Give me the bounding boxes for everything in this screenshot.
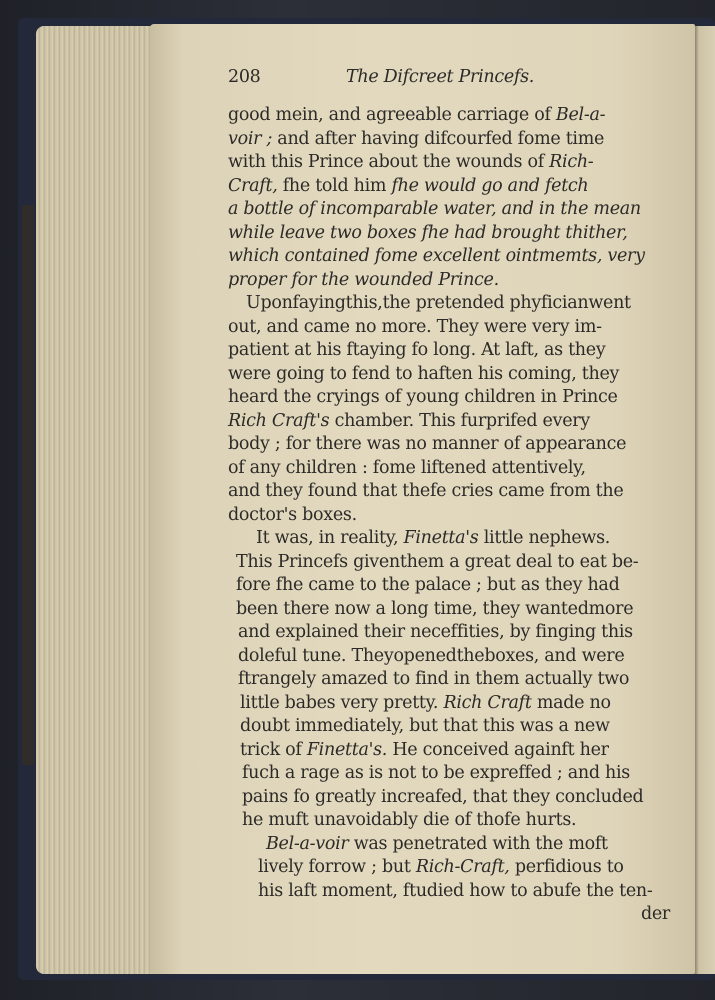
text-line: Craft, fhe told him fhe would go and fetch — [228, 175, 589, 196]
text-line: doleful tune. Theyopenedtheboxes, and were — [238, 645, 625, 666]
text-line: This Princefs giventhem a great deal to eat be- — [236, 551, 639, 572]
text-line: fore fhe came to the palace ; but as they had — [236, 575, 620, 595]
text-line: with this Prince about the wounds of Rich- — [228, 152, 594, 172]
text-line: and explained their neceffities, by finging this — [238, 622, 633, 642]
text-line: and they found that thefe cries came from the — [228, 481, 624, 501]
text-line: body ; for there was no manner of appearance — [228, 434, 627, 454]
text-line: doubt immediately, but that this was a new — [240, 716, 610, 736]
text-line: were going to fend to haften his coming, they — [228, 363, 620, 384]
text-line: Rich Craft's chamber. This furprifed every — [228, 410, 590, 431]
cover-edge — [22, 205, 34, 765]
text-line: Uponfayingthis,the pretended phyficianwent — [246, 293, 631, 313]
text-line: heard the cryings of young children in Prince — [228, 387, 618, 407]
text-line: It was, in reality, Finetta's little nephews. — [256, 528, 611, 548]
text-line: he muft unavoidably die of thofe hurts. — [242, 810, 577, 830]
running-title: The Difcreet Princefs. — [346, 67, 535, 87]
text-line: good mein, and agreeable carriage of Bel-a- — [228, 105, 606, 125]
text-line: been there now a long time, they wantedmore — [236, 598, 634, 619]
text-line: patient at his ftaying fo long. At laft, as they — [228, 340, 606, 360]
running-head — [228, 62, 670, 92]
text-line: voir ; and after having difcourfed fome time — [228, 128, 605, 149]
text-line: which contained fome excellent ointmemts, very — [228, 246, 645, 266]
text-line: pains fo greatly increafed, that they concluded — [242, 786, 644, 807]
text-line: a bottle of incomparable water, and in the mean — [228, 199, 641, 219]
text-line: of any children : fome liftened attentively, — [228, 457, 586, 478]
text-line: fuch a rage as is not to be expreffed ; and his — [242, 763, 630, 783]
text-line: while leave two boxes fhe had brought thither, — [228, 222, 628, 243]
catchword: der — [640, 904, 670, 924]
page-number: 208 — [228, 67, 261, 87]
text-line: Bel-a-voir was penetrated with the moft — [266, 833, 608, 854]
text-line: his laft moment, ftudied how to abufe the ten- — [258, 880, 653, 901]
text-line: out, and came no more. They were very im- — [228, 316, 602, 337]
text-line: little babes very pretty. Rich Craft made no — [240, 692, 611, 713]
text-line: ftrangely amazed to find in them actually two — [238, 669, 630, 689]
text-line: doctor's boxes. — [228, 504, 357, 525]
text-line: trick of Finetta's. He conceived againft her — [240, 739, 609, 760]
text-line: lively forrow ; but Rich-Craft, perfidious to — [258, 857, 624, 877]
page-text — [228, 62, 670, 927]
text-line: proper for the wounded Prince. — [228, 269, 499, 290]
facing-page-edge — [692, 26, 715, 974]
